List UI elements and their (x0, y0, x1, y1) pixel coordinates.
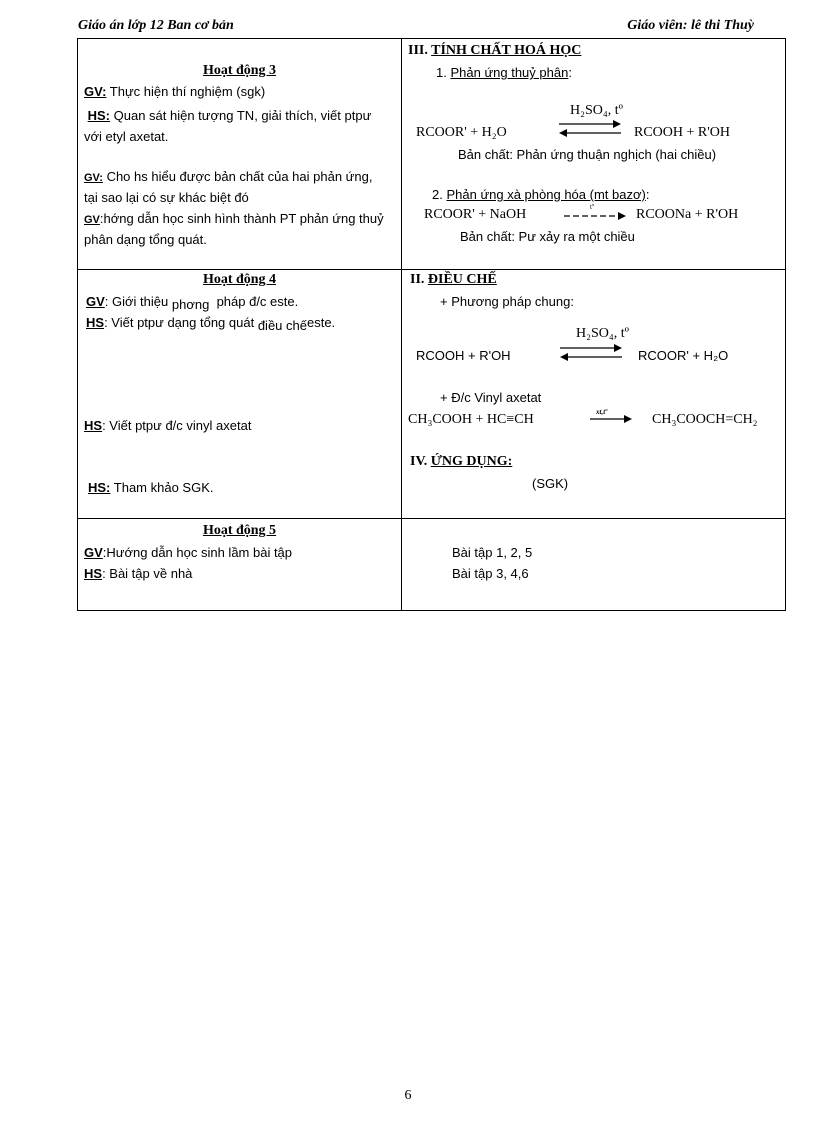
page-number: 6 (404, 1088, 412, 1103)
section-heading: II. ĐIỀU CHẾ (410, 272, 497, 287)
reaction-condition: tº (590, 203, 595, 211)
equation-note: Bản chất: Phản ứng thuận nghịch (hai chiều) (458, 147, 717, 162)
lesson-table (77, 38, 786, 611)
gv-line: GV:Hướng dẫn học sinh lầm bài tập (84, 545, 293, 560)
activity-4-cell (78, 270, 402, 519)
equation-right: RCOOR' + H₂O (638, 348, 729, 363)
equation-left: RCOOR' + H₂O (416, 125, 507, 140)
activity-title: Hoạt động 3 (202, 63, 277, 78)
equation-left: RCOOH + R'OH (416, 348, 511, 363)
subsection-heading: 2. Phản ứng xà phòng hóa (mt bazơ): (432, 187, 650, 202)
equation-right: RCOONa + R'OH (636, 207, 739, 222)
reference-text: (SGK) (532, 476, 569, 491)
header-left: Giáo án lớp 12 Ban cơ bản (78, 18, 234, 33)
equation-left: CH₃COOH + HC≡CH (408, 412, 534, 427)
activity-3-cell (78, 39, 402, 270)
hs-line: HS: Viết ptpư đ/c vinyl axetat (84, 418, 252, 433)
gv-line: GV: Giới thiệu phơng pháp đ/c este. (86, 294, 299, 312)
header-right: Giáo viên: lê thi Thuỳ (627, 18, 754, 33)
method-text: + Phương pháp chung: (440, 294, 574, 309)
activity-title: Hoạt động 4 (202, 272, 277, 287)
equation-right: CH₃COOCH=CH₂ (652, 412, 758, 427)
arrow-icon (588, 411, 634, 427)
homework-line: Bài tập 1, 2, 5 (452, 545, 533, 560)
preparation-cell (402, 270, 786, 519)
section-heading: IV. ỨNG DỤNG: (410, 454, 513, 469)
reaction-condition: H₂SO₄, tº (576, 326, 629, 341)
hs-line: HS: Tham khảo SGK. (88, 480, 214, 495)
section-heading: III. TÍNH CHẤT HOÁ HỌC (408, 43, 582, 58)
equation-right: RCOOH + R'OH (634, 125, 730, 140)
equilibrium-arrow-icon (557, 119, 623, 139)
hs-line: HS: Viết ptpư dạng tổng quát điều chếeste. (86, 315, 336, 333)
gv-line: GV:hớng dẫn học sinh hình thành PT phản ứng thuỷ phân dạng tổng quát. (84, 211, 384, 247)
table-row (78, 39, 786, 270)
table-row (78, 270, 786, 519)
arrow-icon (562, 207, 628, 223)
hs-line: HS: Quan sát hiện tượng TN, giải thích, viết ptpư với etyl axetat. (84, 108, 372, 144)
equation-left: RCOOR' + NaOH (424, 207, 527, 222)
table-row (78, 519, 786, 611)
reaction-condition: xt,tº (596, 408, 608, 416)
homework-cell (402, 519, 786, 611)
method-text: + Đ/c Vinyl axetat (440, 390, 542, 405)
activity-5-cell (78, 519, 402, 611)
activity-title: Hoạt động 5 (202, 523, 277, 538)
subsection-heading: 1. Phản ứng thuỷ phân: (436, 65, 572, 80)
equation-note: Bản chất: Pư xảy ra một chiều (460, 229, 635, 244)
gv-line: GV: Thực hiện thí nghiệm (sgk) (84, 84, 266, 99)
homework-line: Bài tập 3, 4,6 (452, 566, 529, 581)
equilibrium-arrow-icon (558, 343, 624, 363)
reaction-condition: H₂SO₄, tº (570, 103, 623, 118)
hs-line: HS: Bài tập về nhà (84, 566, 193, 581)
chemical-properties-cell (402, 39, 786, 270)
gv-line: GV: Cho hs hiểu được bản chất của hai phản ứng, tại sao lại có sự khác biệt đó (84, 169, 373, 205)
